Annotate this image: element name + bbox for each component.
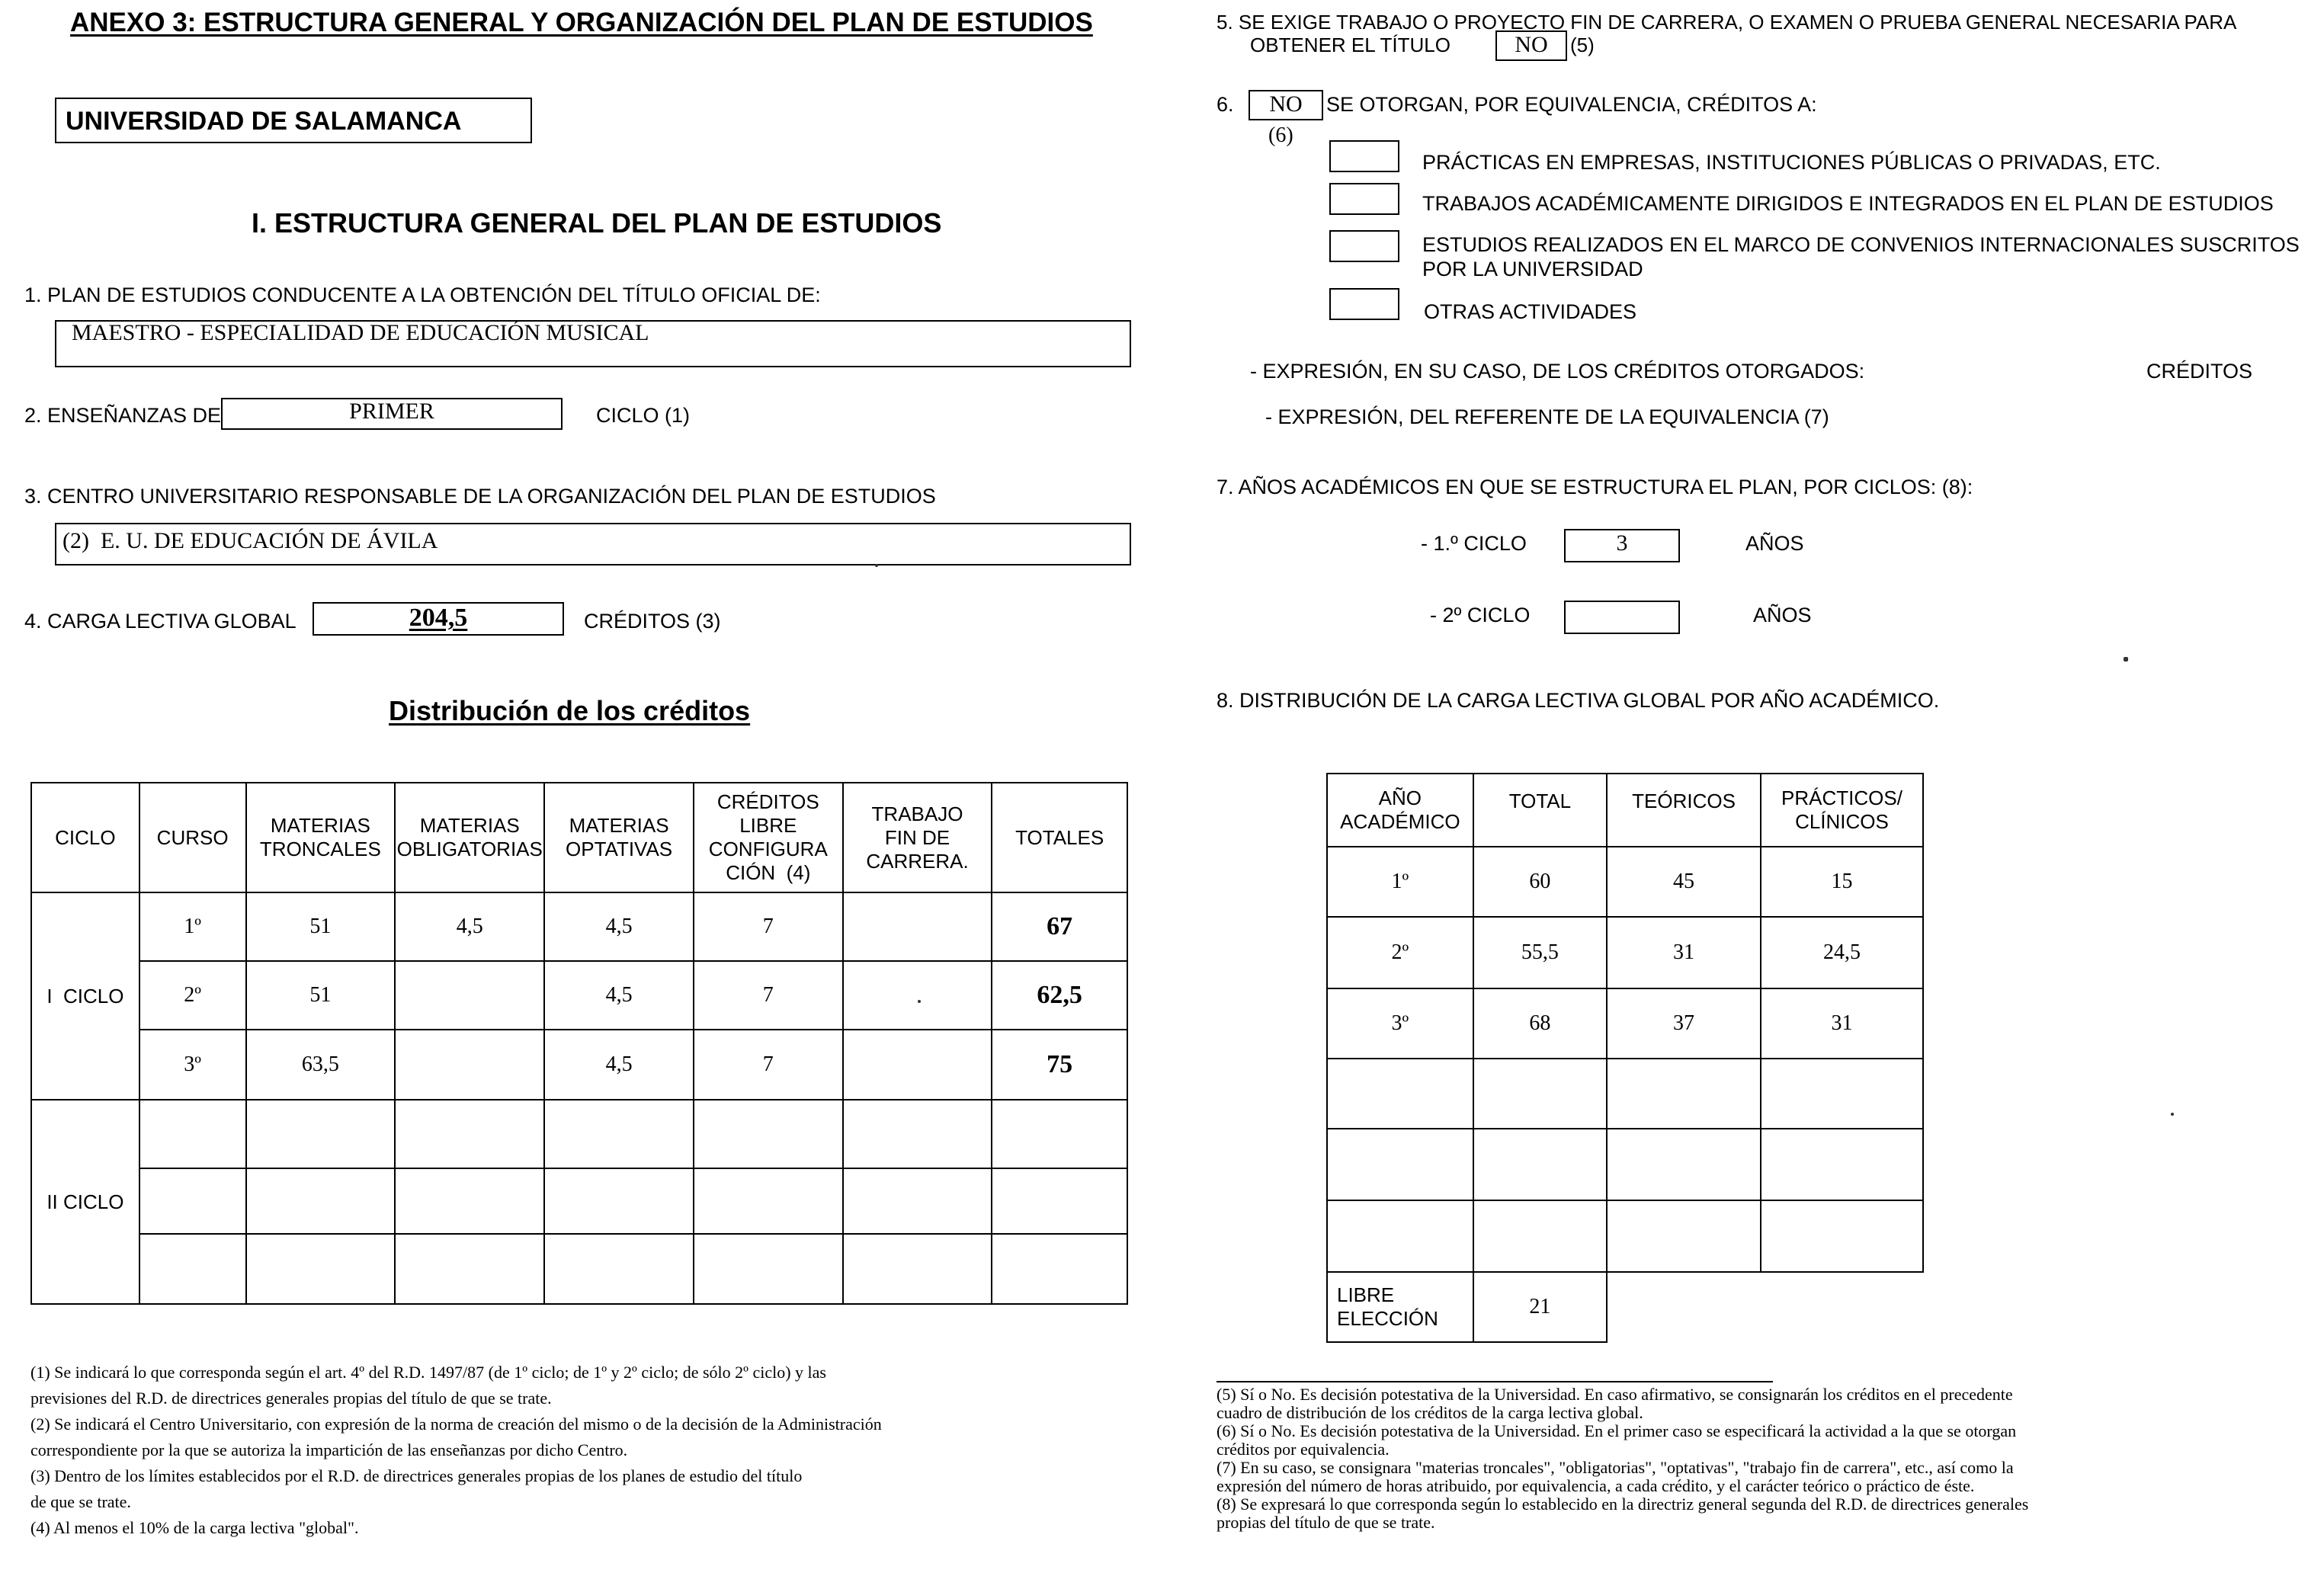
footnote: (2) Se indicará el Centro Universitario, con expresión de la norma de creación del mismo o de la decisión de la Administración: [30, 1414, 882, 1434]
cell-obligatorias: 4,5: [395, 892, 544, 961]
option-label-estudios: ESTUDIOS REALIZADOS EN EL MARCO DE CONVENIOS INTERNACIONALES SUSCRITOS: [1422, 233, 2300, 256]
cell-libre: 7: [694, 961, 843, 1030]
option-checkbox-estudios[interactable]: [1329, 230, 1399, 262]
item2-value: PRIMER: [349, 399, 434, 424]
option-label-practicas: PRÁCTICAS EN EMPRESAS, INSTITUCIONES PÚBLICAS O PRIVADAS, ETC.: [1422, 151, 2161, 174]
annual-load-table: [1326, 773, 1924, 1343]
col-header-teoricos: TEÓRICOS: [1607, 774, 1761, 847]
col-header-libre-configuracion: CRÉDITOS LIBRE CONFIGURA CIÓN (4): [694, 783, 843, 892]
cell-obligatorias: [395, 1030, 544, 1100]
university-name: UNIVERSIDAD DE SALAMANCA: [66, 107, 462, 136]
col-header-curso: CURSO: [139, 783, 246, 892]
table-row: [31, 892, 1127, 961]
item4-suffix: CRÉDITOS (3): [584, 610, 721, 633]
table-row: [1327, 1129, 1923, 1200]
item5-note: (5): [1570, 34, 1595, 56]
cell-curso: 1º: [139, 892, 246, 961]
footnote: de que se trate.: [30, 1492, 131, 1511]
col-header-obligatorias: MATERIAS OBLIGATORIAS: [395, 783, 544, 892]
cycle2-field: [1564, 601, 1680, 634]
cell-troncales: 51: [246, 961, 396, 1030]
option-label-estudios-cont: POR LA UNIVERSIDAD: [1422, 258, 1643, 280]
footnote: (5) Sí o No. Es decisión potestativa de la Universidad. En caso afirmativo, se consignarán los créditos en el precedente: [1216, 1385, 2013, 1404]
distribution-title: Distribución de los créditos: [389, 695, 751, 726]
item1-value: MAESTRO - ESPECIALIDAD DE EDUCACIÓN MUSICAL: [72, 320, 649, 345]
item8-label: 8. DISTRIBUCIÓN DE LA CARGA LECTIVA GLOBAL POR AÑO ACADÉMICO.: [1216, 689, 1940, 712]
cell-curso: 3º: [139, 1030, 246, 1100]
section-title: I. ESTRUCTURA GENERAL DEL PLAN DE ESTUDIOS: [252, 207, 942, 239]
item3-label: 3. CENTRO UNIVERSITARIO RESPONSABLE DE LA ORGANIZACIÓN DEL PLAN DE ESTUDIOS: [24, 485, 936, 508]
cell-teoricos: 31: [1607, 917, 1761, 988]
cell-libre: 7: [694, 1030, 843, 1100]
item7-label: 7. AÑOS ACADÉMICOS EN QUE SE ESTRUCTURA EL PLAN, POR CICLOS: (8):: [1216, 476, 1973, 498]
cell-troncales: 51: [246, 892, 396, 961]
footnote: propias del título de que se trate.: [1216, 1513, 1435, 1532]
annex-title: ANEXO 3: ESTRUCTURA GENERAL Y ORGANIZACIÓN DEL PLAN DE ESTUDIOS: [70, 8, 1093, 37]
table-row: [1327, 917, 1923, 988]
cell-optativas: 4,5: [544, 961, 694, 1030]
cell-optativas: 4,5: [544, 1030, 694, 1100]
item6-number: 6.: [1216, 93, 1234, 116]
cell-practicos: 15: [1761, 847, 1923, 917]
item6-value: NO: [1269, 91, 1303, 117]
col-header-total: TOTAL: [1473, 774, 1607, 847]
ciclo-label: II CICLO: [31, 1100, 139, 1304]
cell-trabajo: [843, 961, 992, 1030]
creditos-label: CRÉDITOS: [2146, 360, 2253, 383]
footnote-divider: [1216, 1381, 1773, 1382]
table-row: [31, 1234, 1127, 1304]
item6-label: SE OTORGAN, POR EQUIVALENCIA, CRÉDITOS A:: [1326, 93, 1817, 116]
item5-line2: OBTENER EL TÍTULO: [1250, 34, 1450, 56]
scan-speck: [2171, 1113, 2174, 1116]
col-header-totales: TOTALES: [992, 783, 1127, 892]
footnote: (3) Dentro de los límites establecidos por el R.D. de directrices generales propias de los planes de estudio del título: [30, 1466, 803, 1485]
credits-distribution-table: [30, 782, 1128, 1305]
table-row: [1327, 988, 1923, 1059]
cell-troncales: 63,5: [246, 1030, 396, 1100]
cell-ano: 3º: [1327, 988, 1473, 1059]
footnote: (1) Se indicará lo que corresponda según el art. 4º del R.D. 1497/87 (de 1º ciclo; de 1º y 2º ciclo; de sólo 2º ciclo) y las: [30, 1363, 826, 1382]
table-row: [31, 1030, 1127, 1100]
item2-label: 2. ENSEÑANZAS DE: [24, 404, 222, 427]
libre-eleccion-value: 21: [1473, 1272, 1607, 1342]
cycle2-anos: AÑOS: [1753, 604, 1812, 626]
cell-practicos: 24,5: [1761, 917, 1923, 988]
item6-note: (6): [1268, 123, 1293, 147]
col-header-trabajo-fin-carrera: TRABAJO FIN DE CARRERA.: [843, 783, 992, 892]
expr-ref-label: - EXPRESIÓN, DEL REFERENTE DE LA EQUIVALENCIA (7): [1265, 405, 1829, 428]
option-checkbox-trabajos[interactable]: [1329, 183, 1399, 215]
footnote: (8) Se expresará lo que corresponda según lo establecido en la directriz general segunda del R.D. de directrices generales: [1216, 1495, 2029, 1514]
footnote: (7) En su caso, se consignara "materias troncales", "obligatorias", "optativas", "trabajo fin de carrera", etc., así como la: [1216, 1458, 2014, 1477]
footnote: previsiones del R.D. de directrices generales propias del título de que se trate.: [30, 1389, 552, 1408]
left-footnotes: [30, 1360, 882, 1541]
item3-value: (2) E. U. DE EDUCACIÓN DE ÁVILA: [63, 528, 438, 553]
table-row: [1327, 847, 1923, 917]
ciclo-label: I CICLO: [31, 892, 139, 1100]
table-row: [1327, 1272, 1923, 1342]
option-label-otras: OTRAS ACTIVIDADES: [1424, 300, 1637, 323]
scan-speck: [918, 1000, 921, 1003]
cycle1-value: 3: [1616, 530, 1628, 556]
option-checkbox-otras[interactable]: [1329, 288, 1399, 320]
table-row: [1327, 1200, 1923, 1272]
col-header-ano: AÑO ACADÉMICO: [1327, 774, 1473, 847]
libre-eleccion-label: LIBRE ELECCIÓN: [1327, 1272, 1473, 1342]
item5-line1: 5. SE EXIGE TRABAJO O PROYECTO FIN DE CARRERA, O EXAMEN O PRUEBA GENERAL NECESARIA PARA: [1216, 11, 2237, 34]
cycle1-anos: AÑOS: [1745, 532, 1804, 555]
item4-value: 204,5: [409, 604, 468, 632]
item2-suffix: CICLO (1): [596, 404, 691, 427]
cell-obligatorias: [395, 961, 544, 1030]
cell-optativas: 4,5: [544, 892, 694, 961]
footnote: expresión del número de horas atribuido, por equivalencia, a cada crédito, y el carácter teórico o práctico de éste.: [1216, 1476, 1975, 1495]
table-row: [31, 1100, 1127, 1168]
col-header-practicos: PRÁCTICOS/ CLÍNICOS: [1761, 774, 1923, 847]
cell-libre: 7: [694, 892, 843, 961]
option-checkbox-practicas[interactable]: [1329, 140, 1399, 172]
cycle1-label: - 1.º CICLO: [1421, 532, 1527, 555]
table-row: [31, 961, 1127, 1030]
right-footnotes: [1216, 1386, 2299, 1532]
footnote: cuadro de distribución de los créditos de la carga lectiva global.: [1216, 1403, 1643, 1422]
cycle2-label: - 2º CICLO: [1430, 604, 1531, 626]
scan-speck: [2124, 657, 2128, 662]
footnote: (6) Sí o No. Es decisión potestativa de la Universidad. En el primer caso se especificará la actividad a la que se otorgan: [1216, 1421, 2017, 1440]
col-header-troncales: MATERIAS TRONCALES: [246, 783, 396, 892]
option-label-trabajos: TRABAJOS ACADÉMICAMENTE DIRIGIDOS E INTEGRADOS EN EL PLAN DE ESTUDIOS: [1422, 192, 2274, 215]
cell-practicos: 31: [1761, 988, 1923, 1059]
item5-value: NO: [1515, 32, 1548, 57]
scan-speck: [875, 564, 878, 567]
footnote: correspondiente por la que se autoriza la impartición de las enseñanzas por dicho Centro.: [30, 1440, 628, 1459]
cell-ano: 2º: [1327, 917, 1473, 988]
cell-teoricos: 45: [1607, 847, 1761, 917]
cell-trabajo: [843, 1030, 992, 1100]
cell-curso: 2º: [139, 961, 246, 1030]
cell-totales: 75: [992, 1030, 1127, 1100]
cell-trabajo: [843, 892, 992, 961]
table-row: [31, 1168, 1127, 1234]
cell-totales: 62,5: [992, 961, 1127, 1030]
cell-total: 55,5: [1473, 917, 1607, 988]
item1-label: 1. PLAN DE ESTUDIOS CONDUCENTE A LA OBTENCIÓN DEL TÍTULO OFICIAL DE:: [24, 284, 821, 306]
col-header-optativas: MATERIAS OPTATIVAS: [544, 783, 694, 892]
item4-label: 4. CARGA LECTIVA GLOBAL: [24, 610, 297, 633]
cell-total: 68: [1473, 988, 1607, 1059]
expr-credits-label: - EXPRESIÓN, EN SU CASO, DE LOS CRÉDITOS OTORGADOS:: [1250, 360, 1865, 383]
footnote: (4) Al menos el 10% de la carga lectiva "global".: [30, 1518, 359, 1537]
col-header-ciclo: CICLO: [31, 783, 139, 892]
table-row: [1327, 1059, 1923, 1129]
cell-totales: 67: [992, 892, 1127, 961]
cell-total: 60: [1473, 847, 1607, 917]
cell-ano: 1º: [1327, 847, 1473, 917]
cell-teoricos: 37: [1607, 988, 1761, 1059]
footnote: créditos por equivalencia.: [1216, 1440, 1390, 1459]
